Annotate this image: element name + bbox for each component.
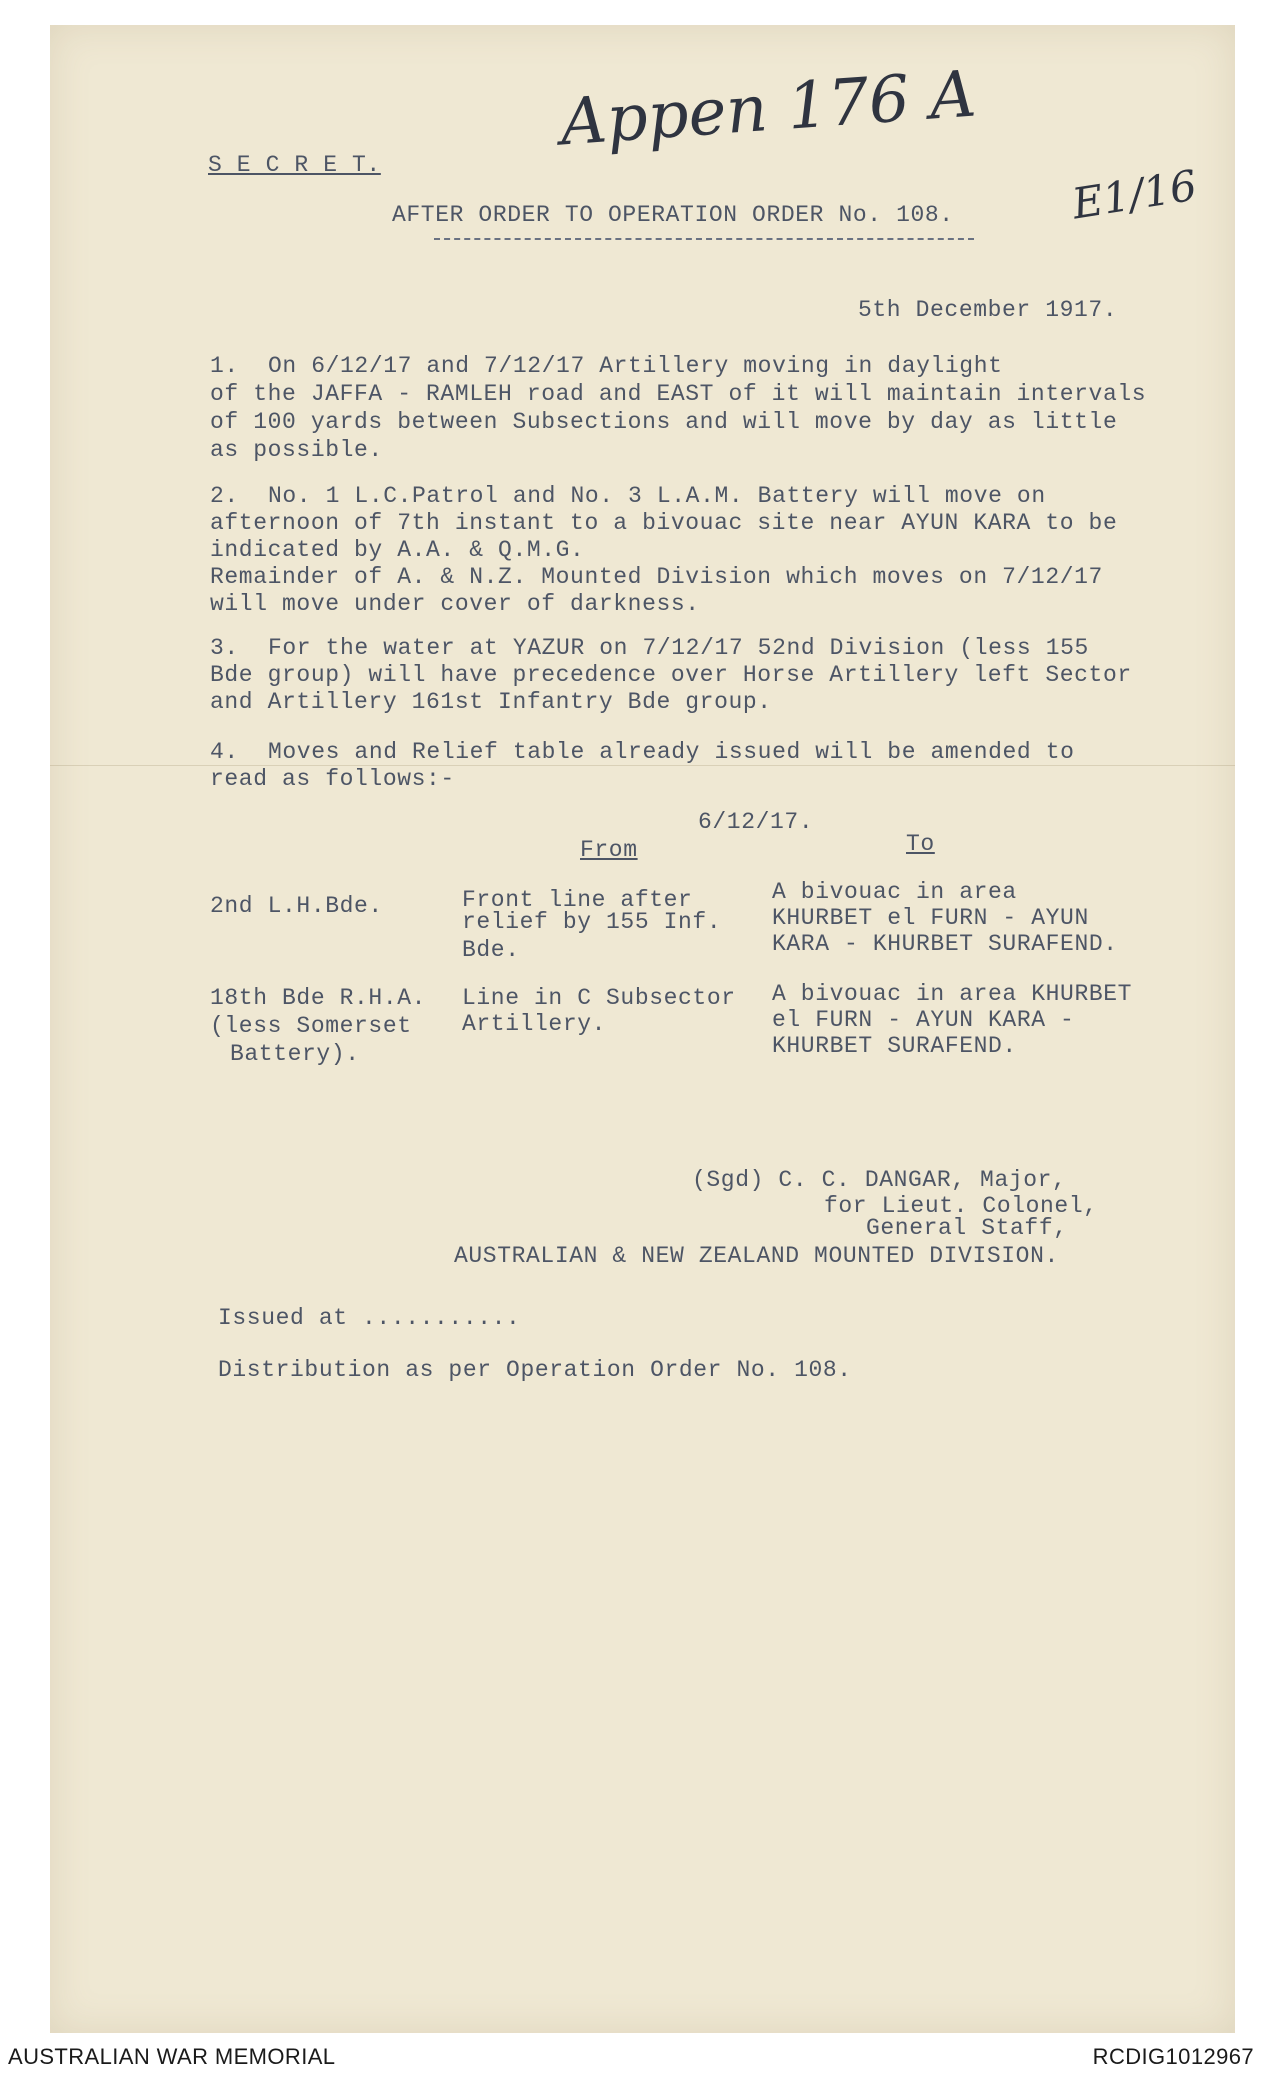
table-cell-from: Front line after [462, 887, 693, 913]
signature-division: AUSTRALIAN & NEW ZEALAND MOUNTED DIVISION. [454, 1243, 1059, 1269]
footer-institution: AUSTRALIAN WAR MEMORIAL [8, 2044, 336, 2069]
paragraph-3-line: Bde group) will have precedence over Horse Artillery left Sector [210, 662, 1132, 688]
handwritten-file-ref: E1/16 [1068, 160, 1201, 229]
paragraph-4-number: 4. [210, 739, 239, 765]
column-header-to: To [906, 831, 935, 857]
paragraph-1-number: 1. [210, 353, 239, 379]
table-cell-unit: 18th Bde R.H.A. [210, 985, 427, 1011]
paragraph-2-line: will move under cover of darkness. [210, 591, 700, 617]
table-cell-to: A bivouac in area KHURBET [772, 981, 1133, 1007]
paragraph-1-line: On 6/12/17 and 7/12/17 Artillery moving in daylight [268, 353, 1003, 379]
paragraph-2-number: 2. [210, 483, 239, 509]
paragraph-2-line: afternoon of 7th instant to a bivouac site near AYUN KARA to be [210, 510, 1118, 536]
signature-line: for Lieut. Colonel, [824, 1193, 1098, 1219]
paragraph-3-line: For the water at YAZUR on 7/12/17 52nd Division (less 155 [268, 635, 1089, 661]
paragraph-1-line: of 100 yards between Subsections and will move by day as little [210, 409, 1118, 435]
table-cell-to: el FURN - AYUN KARA - [772, 1007, 1075, 1033]
table-cell-to: KARA - KHURBET SURAFEND. [772, 931, 1118, 957]
table-cell-unit: Battery). [230, 1041, 360, 1067]
footer-record-id: RCDIG1012967 [1092, 2044, 1254, 2069]
paragraph-4-line: Moves and Relief table already issued will be amended to [268, 739, 1075, 765]
table-cell-to: KHURBET el FURN - AYUN [772, 905, 1089, 931]
column-header-from: From [580, 837, 638, 863]
moves-table-date: 6/12/17. [698, 809, 814, 835]
paragraph-3-line: and Artillery 161st Infantry Bde group. [210, 689, 772, 715]
table-cell-to: KHURBET SURAFEND. [772, 1033, 1017, 1059]
document-title: AFTER ORDER TO OPERATION ORDER No. 108. [392, 202, 954, 228]
table-cell-from: Artillery. [462, 1011, 607, 1037]
table-cell-unit: (less Somerset [210, 1013, 412, 1039]
paragraph-2-line: No. 1 L.C.Patrol and No. 3 L.A.M. Battery will move on [268, 483, 1046, 509]
table-cell-from: Line in C Subsector [462, 985, 736, 1011]
distribution-line: Distribution as per Operation Order No. 108. [218, 1357, 852, 1383]
signature-line: General Staff, [866, 1215, 1068, 1241]
paragraph-2-line: indicated by A.A. & Q.M.G. [210, 537, 585, 563]
paragraph-3-number: 3. [210, 635, 239, 661]
issued-at-line: Issued at ........... [218, 1305, 521, 1331]
paragraph-1-line: as possible. [210, 437, 383, 463]
signature-line: (Sgd) C. C. DANGAR, Major, [692, 1167, 1067, 1193]
title-underline-rule [434, 238, 974, 240]
paragraph-4-line: read as follows:- [210, 766, 455, 792]
paragraph-1-line: of the JAFFA - RAMLEH road and EAST of it will maintain intervals [210, 381, 1147, 407]
handwritten-annotation: Appen 176 A [557, 57, 979, 161]
paragraph-2-line: Remainder of A. & N.Z. Mounted Division which moves on 7/12/17 [210, 564, 1103, 590]
table-cell-to: A bivouac in area [772, 879, 1017, 905]
table-cell-from: relief by 155 Inf. [462, 909, 722, 935]
table-cell-from: Bde. [462, 937, 520, 963]
classification-heading: S E C R E T. [208, 152, 381, 178]
document-date: 5th December 1917. [858, 297, 1118, 323]
table-cell-unit: 2nd L.H.Bde. [210, 893, 383, 919]
